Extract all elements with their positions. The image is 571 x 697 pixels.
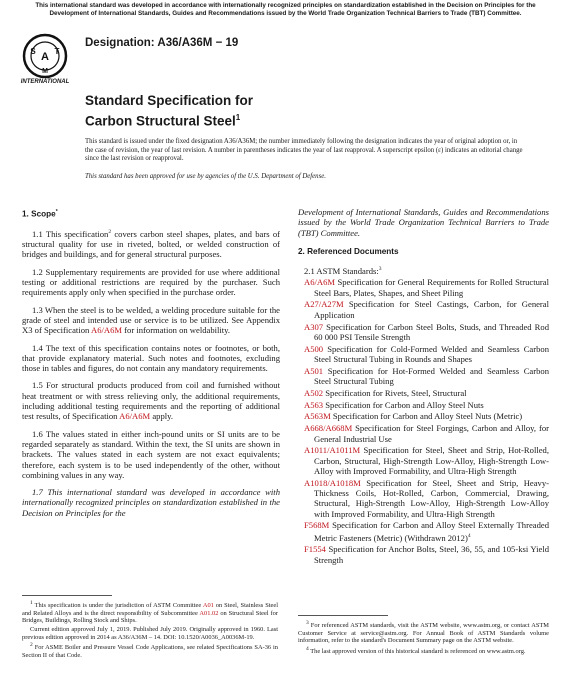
link-a01[interactable]: A01 bbox=[202, 602, 214, 610]
referenced-documents-heading: 2. Referenced Documents bbox=[298, 246, 399, 256]
standard-code-link[interactable]: A502 bbox=[304, 387, 324, 398]
referenced-standard-item bbox=[298, 277, 549, 298]
standard-code-link[interactable]: F1554 bbox=[304, 544, 326, 555]
svg-text:A: A bbox=[41, 51, 49, 63]
svg-text:T: T bbox=[54, 47, 60, 56]
standard-title: Specification for Cold-Formed Welded and Seamless Carbon Steel Structural Tubing in Rounds and Shapes bbox=[314, 343, 549, 364]
scope-1-7: 1.7 This international standard was developed in accordance with internationally recognized principles on standardization established in the Decision on Principles for the bbox=[22, 487, 280, 518]
referenced-standard-item bbox=[298, 423, 549, 444]
standard-title: Specification for Steel Castings, Carbon, for General Application bbox=[314, 299, 549, 320]
referenced-standard-item bbox=[298, 445, 549, 476]
standard-title: Specification for Hot-Formed Welded and Seamless Carbon Steel Structural Tubing bbox=[314, 365, 549, 387]
standard-title: Specification for Carbon and Alloy Steel Externally Threaded Metric Fasteners (Metric) (Withdrawn 2012) bbox=[314, 520, 549, 543]
document-title bbox=[85, 92, 253, 130]
referenced-standard-item bbox=[298, 411, 549, 421]
scope-1-3: 1.3 When the steel is to be welded, a welding procedure suitable for the grade of steel and intended use or service is to be utilized. See Appendix X3 of Specification A6/A6M for information on weldability. bbox=[22, 304, 280, 336]
standard-title: Specification for Carbon and Alloy Steel Nuts (Metric) bbox=[330, 411, 523, 422]
standard-title: Specification for Carbon Steel Bolts, Studs, and Threaded Rod 60 000 PSI Tensile Strength bbox=[314, 321, 549, 342]
referenced-standard-item bbox=[298, 344, 549, 365]
footnote-3: $^3$ For referenced ASTM standards, visit the ASTM website, www.astm.org, or contact ASTM Customer Service at service@astm.org. For Annual Book of ASTM Standards volume information, refer to the standard's Document Summary page on the ASTM website. bbox=[298, 620, 549, 645]
scope-continuation: Development of International Standards, Guides and Recommendations issued by the World Trade Organization Technical Barriers to Trade (TBT) Committee. bbox=[298, 207, 549, 238]
standard-code-link[interactable]: A1018/A1018M bbox=[304, 477, 361, 488]
left-column bbox=[22, 207, 280, 525]
referenced-standard-item bbox=[298, 400, 549, 410]
standard-title: Specification for Steel, Sheet and Strip, Heavy-Thickness Coils, Hot-Rolled, Carbon, Commercial, Drawing, Structural, High-Strength Low-Alloy, High-Strength Low-Alloy with Improved Formability, and Ultra-High Strength bbox=[314, 477, 549, 519]
referenced-standard-item bbox=[298, 520, 549, 542]
footnotes-right bbox=[298, 620, 549, 657]
standard-code-link[interactable]: A6/A6M bbox=[304, 277, 336, 288]
standard-code-link[interactable]: A307 bbox=[304, 321, 324, 332]
standard-title: Specification for Steel Forgings, Carbon and Alloy, for General Industrial Use bbox=[314, 423, 549, 444]
link-a6[interactable]: A6/A6M bbox=[90, 325, 123, 336]
dod-approval-note: This standard has been approved for use by agencies of the U.S. Department of Defense. bbox=[85, 173, 326, 180]
standard-title: Specification for Rivets, Steel, Structural bbox=[323, 387, 467, 398]
svg-text:S: S bbox=[30, 47, 36, 56]
footnote-2: $^2$ For ASME Boiler and Pressure Vessel Code Applications, see related Specifications SA-36 in Section II of that Code. bbox=[22, 642, 278, 659]
standard-code-link[interactable]: A563 bbox=[304, 399, 324, 410]
referenced-standard-item bbox=[298, 388, 549, 398]
standard-code-link[interactable]: A501 bbox=[304, 365, 324, 376]
standard-title: Specification for General Requirements for Rolled Structural Steel Bars, Plates, Shapes, and Sheet Piling bbox=[314, 277, 549, 298]
referenced-standard-item bbox=[298, 478, 549, 519]
standard-code-link[interactable]: A27/A27M bbox=[304, 299, 344, 310]
scope-1-2: 1.2 Supplementary requirements are provided for use where additional testing or additional restrictions are required by the purchaser. Such requirements apply only when specified in the purchase order. bbox=[22, 266, 280, 298]
referenced-standard-item bbox=[298, 544, 549, 565]
referenced-standard-item bbox=[298, 322, 549, 343]
logo-caption: INTERNATIONAL bbox=[20, 79, 70, 85]
title-line-2: Carbon Structural Steel$^1$ bbox=[85, 113, 241, 129]
designation: Designation: A36/A36M − 19 bbox=[85, 37, 239, 49]
footnote-4: $^4$ The last approved version of this historical standard is referenced on www.astm.org. bbox=[306, 645, 526, 656]
standard-code-link[interactable]: A668/A668M bbox=[304, 423, 353, 434]
title-line-1: Standard Specification for bbox=[85, 93, 254, 108]
standard-title: Specification for Carbon and Alloy Steel Nuts bbox=[323, 399, 484, 410]
issuance-note: This standard is issued under the fixed designation A36/A36M; the number immediately following the designation indicates the year of original adoption or, in the case of revision, the year of last revision. A number in parentheses indicates the year of last reapproval. A superscript epsilon (ε) indicates an editorial change since the last revision or reapproval. bbox=[85, 138, 523, 162]
standard-code-link[interactable]: A563M bbox=[304, 411, 331, 422]
svg-text:M: M bbox=[42, 68, 48, 75]
standard-title: Specification for Steel, Sheet and Strip, Hot-Rolled, Carbon, Structural, High-Strength Low-Alloy, High-Strength Low-Alloy with Improved Formability, and Ultra-High Strength bbox=[314, 445, 549, 476]
referenced-standard-item bbox=[298, 366, 549, 387]
standard-code-link[interactable]: A500 bbox=[304, 343, 324, 354]
footnotes-left bbox=[22, 600, 278, 660]
scope-heading: 1. Scope* bbox=[22, 209, 58, 219]
scope-1-5: 1.5 For structural products produced from coil and furnished without heat treatment or with stress relieving only, the additional requirements, including additional testing requirements and the reporting of additional test results, of Specification A6/A6M apply. bbox=[22, 380, 280, 422]
footnote-rule-right bbox=[298, 615, 388, 616]
footnote-rule bbox=[22, 595, 112, 596]
astm-logo-icon bbox=[22, 33, 68, 79]
standard-code-link[interactable]: A1011/A1011M bbox=[304, 445, 361, 456]
footnote-1-edition: Current edition approved July 1, 2019. Published July 2019. Originally approved in 1960. Last previous edition approved in 2014 as A36/A36M – 14. DOI: 10.1520/A0036_A0036M-19. bbox=[22, 625, 278, 641]
standards-list bbox=[298, 277, 549, 565]
scope-1-4: 1.4 The text of this specification contains notes or footnotes, or both, that provide explanatory material. Such notes and footnotes, excluding those in tables and figures, do not contain any mandatory requirements. bbox=[22, 342, 280, 374]
referenced-standard-item bbox=[298, 299, 549, 320]
link-a01-02[interactable]: A01.02 bbox=[199, 609, 219, 617]
standard-title: Specification for Anchor Bolts, Steel, 36, 55, and 105-ksi Yield Strength bbox=[314, 544, 549, 565]
link-a6[interactable]: A6/A6M bbox=[119, 411, 151, 422]
scope-1-1: 1.1 This specification$^2$ covers carbon steel shapes, plates, and bars of structural quality for use in riveted, bolted, or welded construction of bridges and buildings, and for general structural purposes. bbox=[22, 228, 280, 260]
astm-standards-label: 2.1 ASTM Standards:$^3$ bbox=[304, 266, 382, 277]
footnote-marker: 4 bbox=[467, 532, 471, 539]
standard-code-link[interactable]: F568M bbox=[304, 520, 330, 531]
right-column bbox=[298, 207, 549, 566]
scope-1-6: 1.6 The values stated in either inch-pound units or SI units are to be regarded separately as standard. Within the text, the SI units are shown in brackets. The values stated in each system are not exact equivalents; therefore, each system is to be used independently of the other, without combining values in any way. bbox=[22, 428, 280, 480]
footnote-1: $^1$ This specification is under the jurisdiction of ASTM Committee A01 on Steel, Stainless Steel and Related Alloys and is the direct responsibility of Subcommittee A01.02 on Structural Steel for Bridges, Buildings, Rolling Stock and Ships. bbox=[22, 600, 278, 625]
tbt-banner: This international standard was developed in accordance with internationally recognized principles on standardization established in the Decision on Principles for the Development of International Standards, Guides and Recommendations issued by the World Trade Organization Technical Barriers to Trade (TBT) Committee. bbox=[35, 2, 536, 17]
